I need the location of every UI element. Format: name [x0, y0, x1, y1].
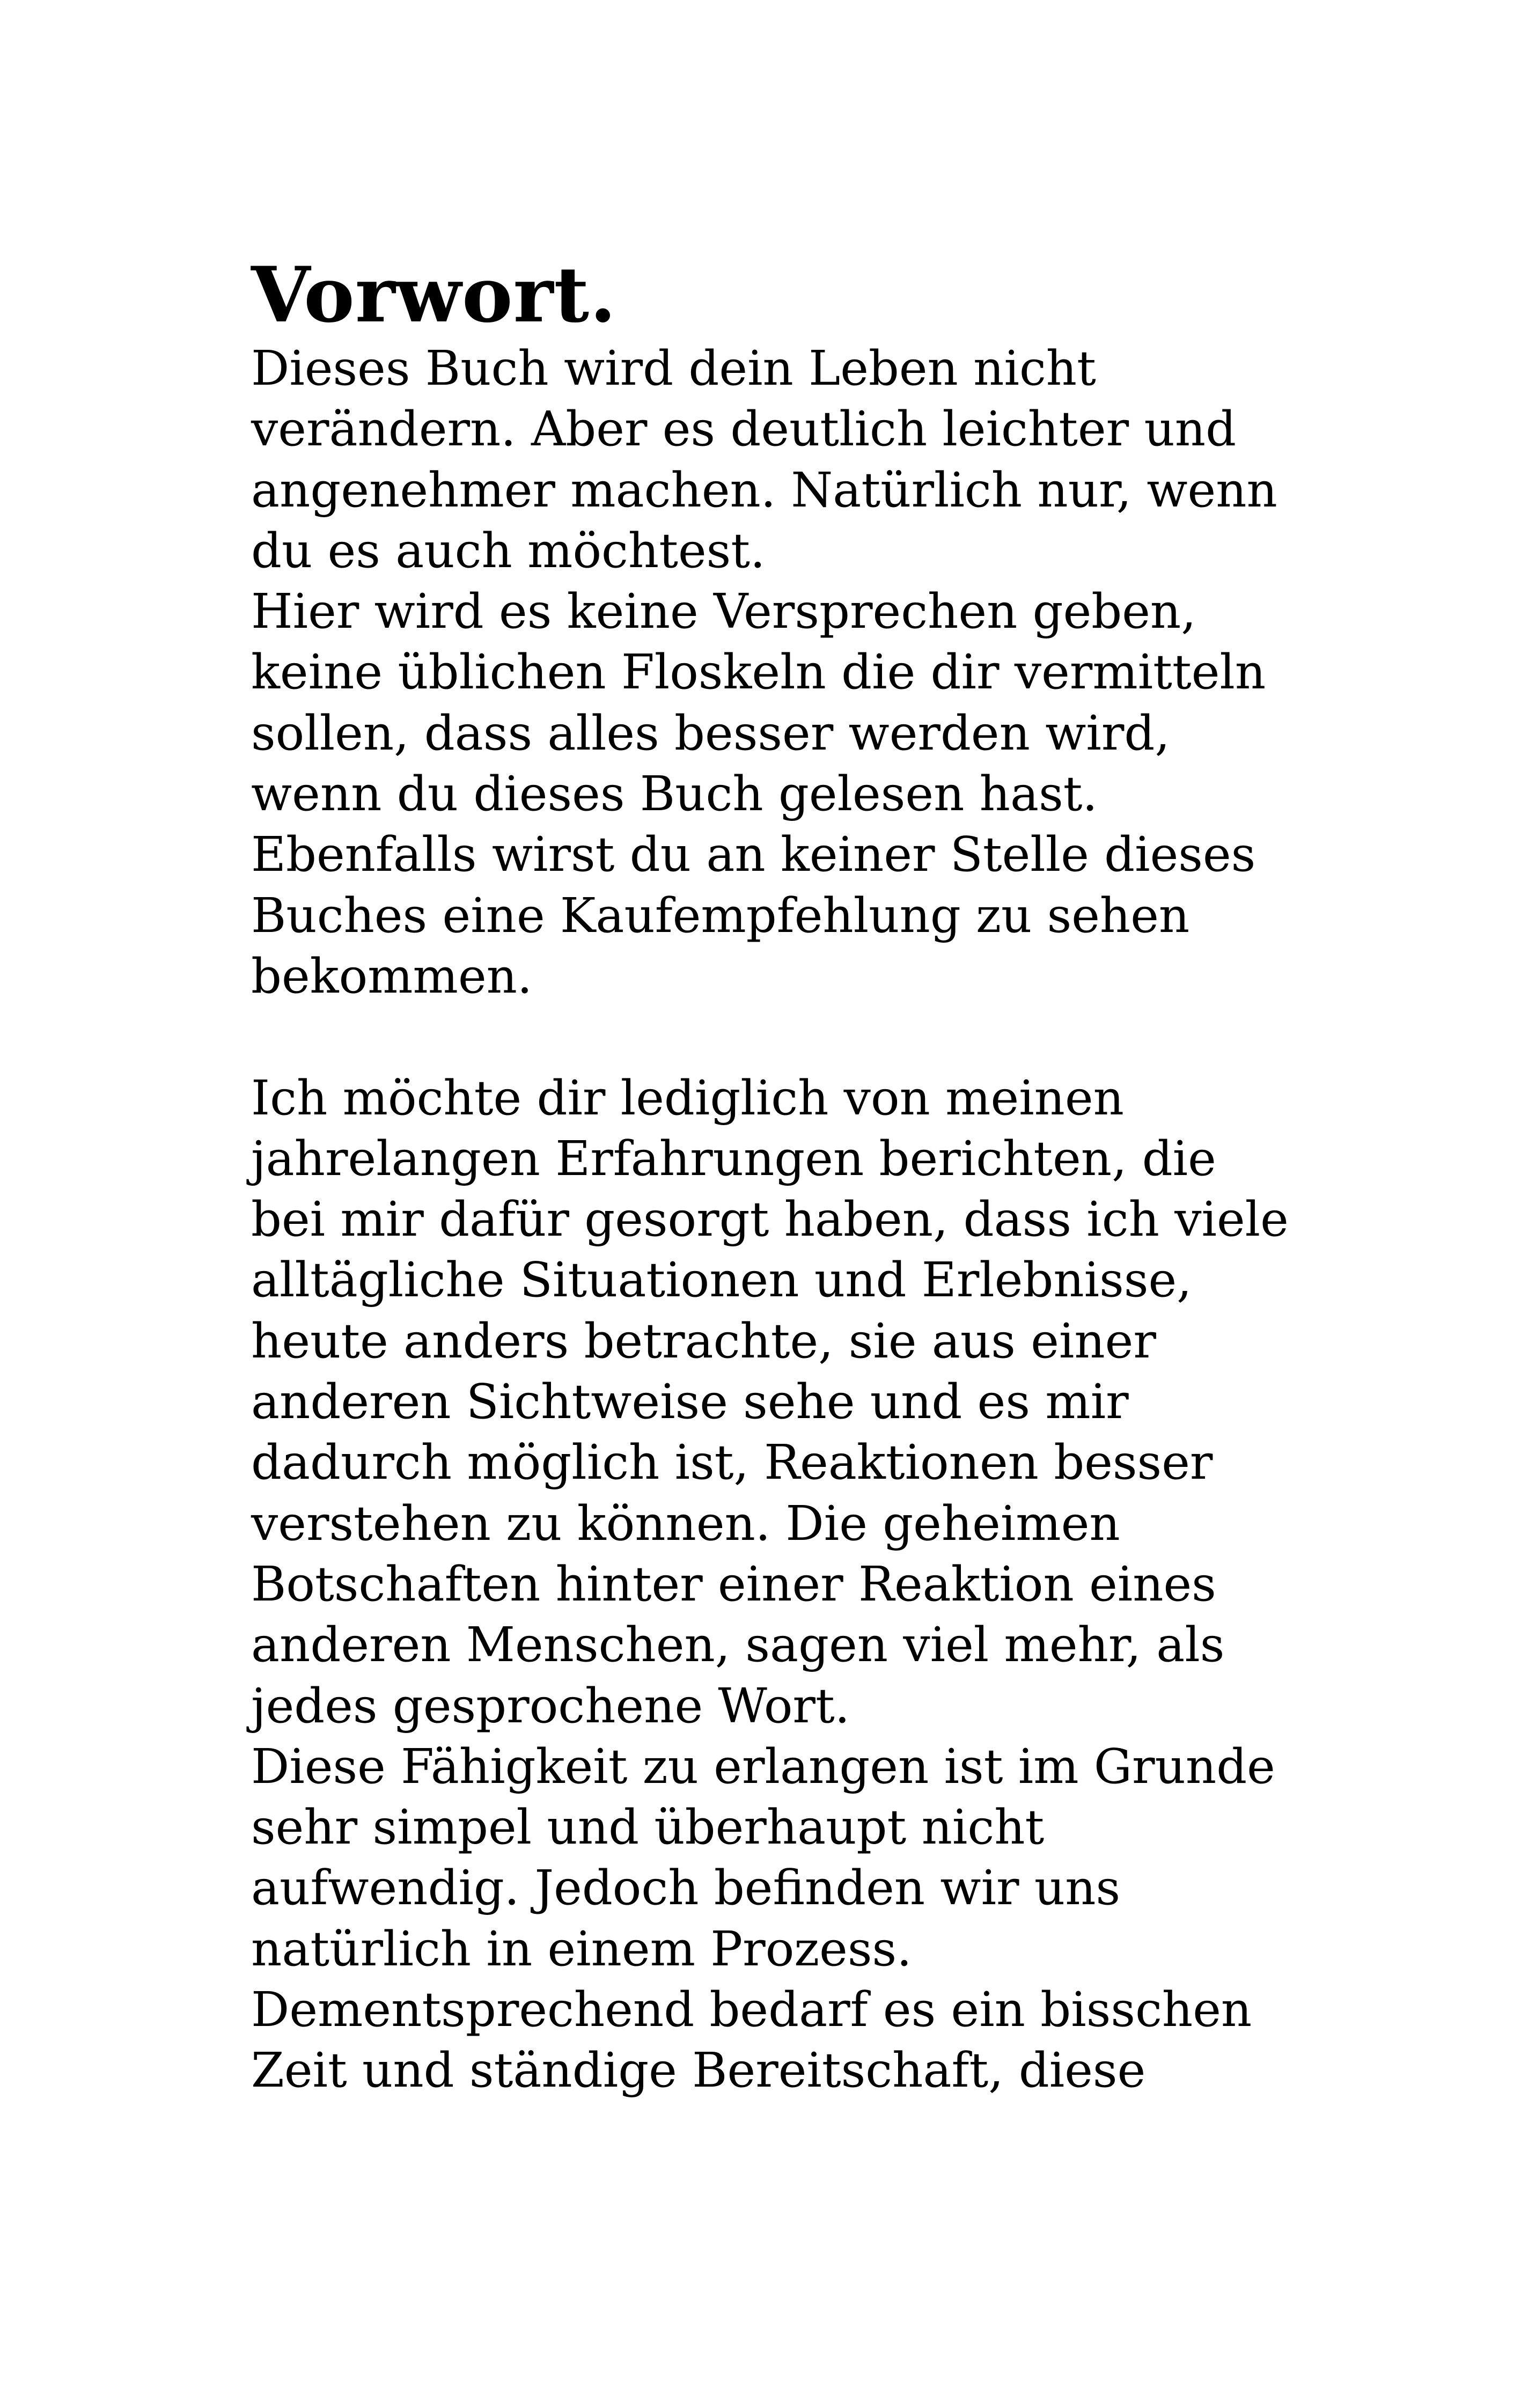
text-line: angenehmer machen. Natürlich nur, wenn	[251, 461, 1277, 518]
text-line: du es auch möchtest.	[251, 522, 766, 578]
text-line: Dementsprechend bedarf es ein bisschen	[251, 1981, 1252, 2038]
paragraph-break	[251, 1007, 1313, 1067]
text-line: verändern. Aber es deutlich leichter und	[251, 401, 1237, 457]
text-line: natürlich in einem Prozess.	[251, 1920, 912, 1977]
text-line: sehr simpel und überhaupt nicht	[251, 1799, 1045, 1855]
text-line: bekommen.	[251, 948, 533, 1004]
text-line: heute anders betrachte, sie aus einer	[251, 1312, 1156, 1369]
text-line: keine üblichen Floskeln die dir vermitteln	[251, 644, 1266, 700]
text-line: sollen, dass alles besser werden wird,	[251, 704, 1170, 761]
text-line: anderen Menschen, sagen viel mehr, als	[251, 1617, 1225, 1673]
text-line: Botschaften hinter einer Reaktion eines	[251, 1555, 1216, 1612]
text-line: Diese Fähigkeit zu erlangen ist im Grunde	[251, 1738, 1275, 1794]
text-line: Buches eine Kaufempfehlung zu sehen	[251, 887, 1190, 943]
text-line: jahrelangen Erfahrungen berichten, die	[251, 1130, 1216, 1186]
text-line: aufwendig. Jedoch befinden wir uns	[251, 1860, 1121, 1916]
text-line: Zeit und ständige Bereitschaft, diese	[251, 2042, 1146, 2098]
chapter-title: Vorwort.	[251, 251, 617, 340]
text-line: Dieses Buch wird dein Leben nicht	[251, 340, 1096, 396]
body-text	[251, 338, 1313, 2101]
text-line: alltägliche Situationen und Erlebnisse,	[251, 1252, 1192, 1308]
text-line: bei mir dafür gesorgt haben, dass ich viele	[251, 1191, 1289, 1247]
text-line: anderen Sichtweise sehe und es mir	[251, 1374, 1129, 1430]
text-line: verstehen zu können. Die geheimen	[251, 1495, 1120, 1551]
text-line: Hier wird es keine Versprechen geben,	[251, 583, 1196, 640]
text-line: jedes gesprochene Wort.	[251, 1677, 850, 1734]
text-line: dadurch möglich ist, Reaktionen besser	[251, 1434, 1213, 1491]
page-content	[251, 252, 1313, 2101]
text-line: Ich möchte dir lediglich von meinen	[251, 1069, 1124, 1126]
text-line: wenn du dieses Buch gelesen hast.	[251, 766, 1098, 822]
text-line: Ebenfalls wirst du an keiner Stelle dieses	[251, 826, 1256, 883]
